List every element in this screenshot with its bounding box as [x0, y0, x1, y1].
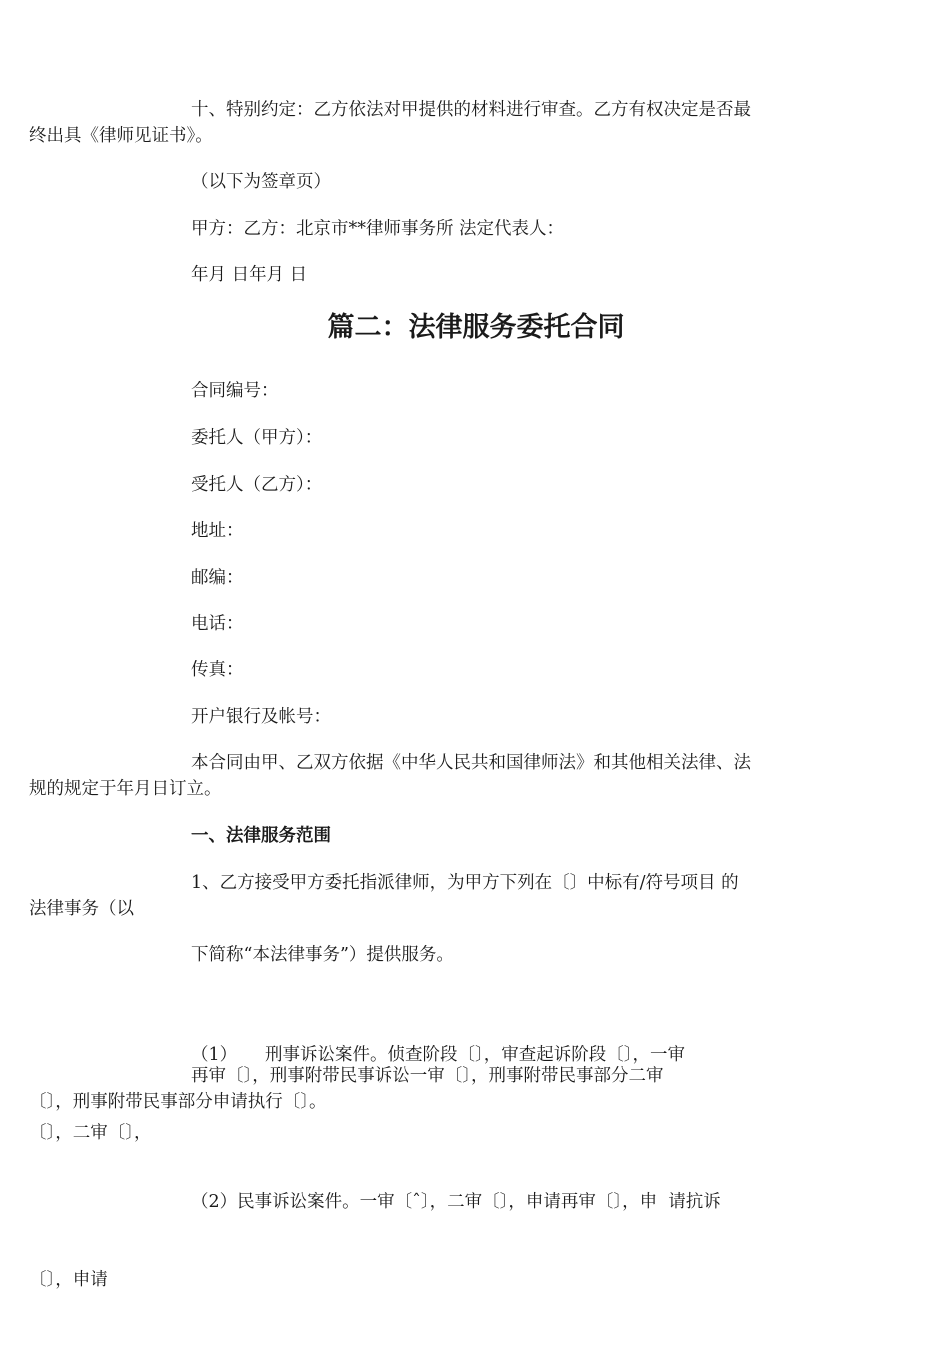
criminal-1-line-2: 〔〕，二审〔〕， [29, 1123, 152, 1143]
contract-no-field: 合同编号： [191, 381, 279, 401]
scope-heading: 一、法律服务范围 [191, 826, 331, 846]
fax-field: 传真： [191, 660, 244, 680]
intro-line-1: 本合同由甲、乙双方依据《中华人民共和国律师法》和其他相关法律、法 [191, 753, 751, 773]
scope-item-1-continuation: 下简称“本法律事务”）提供服务。 [191, 945, 454, 965]
agent-field: 受托人（乙方）： [191, 475, 323, 495]
parties-line: 甲方：乙方：北京市**律师事务所 法定代表人： [191, 219, 565, 239]
scope-item-1-line-1: 1、乙方接受甲方委托指派律师，为甲方下列在〔〕中标有/符号项目 的 [191, 873, 739, 893]
special-agreement-line-2: 终出具《律师见证书》。 [29, 126, 213, 146]
scope-item-1-line-2: 法律事务（以 [29, 899, 134, 919]
criminal-2-line-1: 再审〔〕，刑事附带民事诉讼一审〔〕，刑事附带民事部分二审 [191, 1066, 664, 1086]
bank-field: 开户银行及帐号： [191, 707, 331, 727]
postcode-field: 邮编： [191, 568, 244, 588]
criminal-1-line-1: （1） 刑事诉讼案件。侦查阶段〔〕，审查起诉阶段〔〕，一审 [191, 1045, 685, 1065]
client-field: 委托人（甲方）： [191, 428, 323, 448]
intro-paragraph [29, 750, 842, 802]
civil-line-1: （2）民事诉讼案件。一审〔ˆ〕，二审〔〕，申请再审〔〕，申 请抗诉 [191, 1192, 721, 1212]
civil-paragraph [29, 1137, 842, 1345]
criminal-2-line-2: 〔〕，刑事附带民事部分申请执行〔〕。 [29, 1092, 327, 1112]
section-title: 篇二：法律服务委托合同 [327, 312, 625, 343]
special-agreement-line-1: 十、特别约定：乙方依法对甲提供的材料进行审查。乙方有权决定是否最 [191, 100, 751, 120]
intro-line-2: 规的规定于年月日订立。 [29, 779, 222, 799]
address-field: 地址： [191, 521, 244, 541]
dates-line: 年月 日年月 日 [191, 265, 308, 285]
criminal-paragraph-2 [29, 1063, 842, 1115]
signature-note: （以下为签章页） [191, 172, 331, 192]
civil-line-2: 〔〕，申请 [29, 1270, 108, 1290]
phone-field: 电话： [191, 614, 244, 634]
scope-item-1 [29, 870, 842, 922]
special-agreement-paragraph [29, 97, 842, 149]
